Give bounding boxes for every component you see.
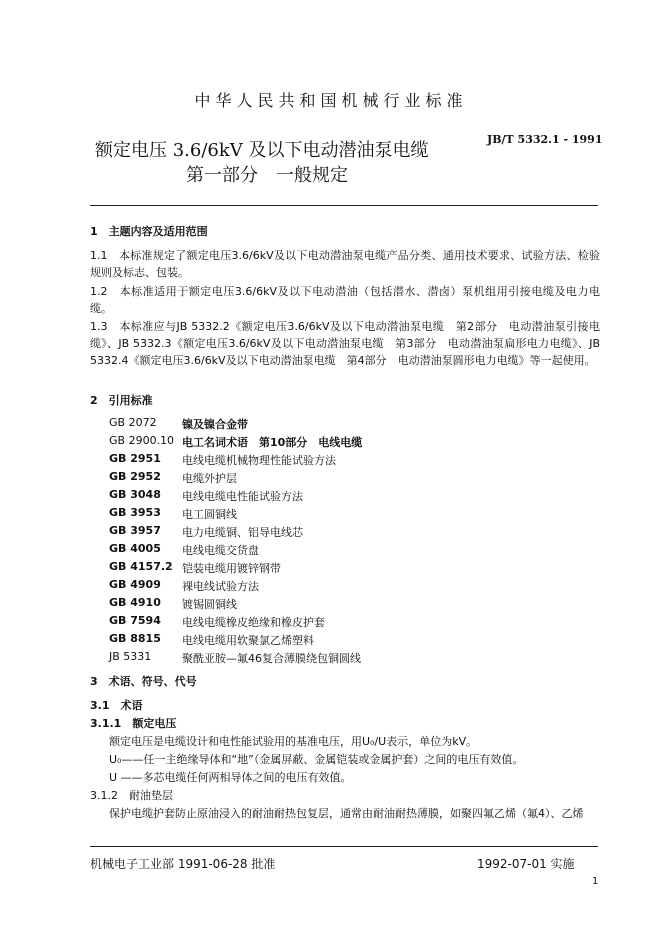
ref-title: 电线电缆电性能试验方法 [182,490,303,503]
definition-u: U ——多芯电缆任何两相导体之间的电压有效值。 [109,771,352,784]
ref-title: 聚酰亚胺—氟46复合薄膜绕包铜圆线 [182,652,361,665]
ref-code: GB 4910 [109,596,161,609]
ref-code: GB 4909 [109,578,161,591]
ref-code: GB 4005 [109,542,161,555]
ref-code: GB 3957 [109,524,161,537]
definition-oil-resistant-layer: 保护电缆护套防止原油浸入的耐油耐热包复层，通常由耐油耐热薄膜，如聚四氟乙烯（氟4）、乙烯 [109,807,584,820]
ref-title: 电工名词术语 第10部分 电线电缆 [182,436,363,449]
ref-title: 电线电缆用软聚氯乙烯塑料 [182,634,314,647]
ref-code: GB 4157.2 [109,560,173,573]
page-number: 1 [592,876,599,887]
ref-code: GB 2072 [109,416,157,429]
ref-title: 电缆外护层 [182,472,237,485]
section2-heading: 2 引用标准 [90,394,153,407]
standard-number: JB/T 5332.1 - 1991 [487,133,603,146]
document-title-line1: 额定电压 3.6/6kV 及以下电动潜油泵电缆 [95,140,429,161]
approval-date: 机械电子工业部 1991-06-28 批准 [90,857,276,871]
clause-1-3: 1.3 本标准应与JB 5332.2《额定电压3.6/6kV及以下电动潜油泵电缆 第2部分 电动潜油泵引接电缆》、JB 5332.3《额定电压3.6/6kV及以下电动潜油泵电缆 第3部分 电动潜油泵扁形电力电缆》、JB 5332.4《额定电压3.6/6kV及以下电动潜油泵电缆 第4部分 电动潜油泵圆形电力电缆》等一起使用。 [90,320,600,367]
ref-title: 电工圆铜线 [182,508,237,521]
ref-title: 镀锡圆铜线 [182,598,237,611]
ref-title: 电线电缆机械物理性能试验方法 [182,454,336,467]
effective-date: 1992-07-01 实施 [477,857,575,871]
ref-code: GB 2951 [109,452,161,465]
ref-code: GB 7594 [109,614,161,627]
footer-divider [90,846,598,847]
section1-heading: 1 主题内容及适用范围 [90,225,208,238]
issuing-body-header: 中华人民共和国机械行业标准 [194,91,468,110]
ref-code: GB 8815 [109,632,161,645]
header-divider [90,205,598,206]
ref-code: GB 3953 [109,506,161,519]
ref-title: 电线电缆交货盘 [182,544,259,557]
subsection-3-1-1: 3.1.1 额定电压 [90,717,177,730]
ref-code: GB 3048 [109,488,161,501]
definition-u0: U₀——任一主绝缘导体和“地”（金属屏蔽、金属铠装或金属护套）之间的电压有效值。 [109,753,524,766]
document-title-line2: 第一部分 一般规定 [186,165,348,186]
ref-title: 电力电缆铜、铝导电线芯 [182,526,303,539]
ref-title: 镍及镍合金带 [182,418,248,431]
definition-rated-voltage: 额定电压是电缆设计和电性能试验用的基准电压，用U₀/U表示，单位为kV。 [109,735,478,748]
ref-title: 裸电线试验方法 [182,580,259,593]
section3-heading: 3 术语、符号、代号 [90,675,197,688]
subsection-3-1: 3.1 术语 [90,699,143,712]
ref-code: GB 2900.10 [109,434,175,447]
clause-1-1: 1.1 本标准规定了额定电压3.6/6kV及以下电动潜油泵电缆产品分类、通用技术要求、试验方法、检验规则及标志、包装。 [90,249,600,279]
clause-1-2: 1.2 本标准适用于额定电压3.6/6kV及以下电动潜油（包括潜水、潜卤）泵机组用引接电缆及电力电缆。 [90,285,600,315]
ref-title: 电线电缆橡皮绝缘和橡皮护套 [182,616,325,629]
subsection-3-1-2: 3.1.2 耐油垫层 [90,789,173,802]
ref-code: GB 2952 [109,470,161,483]
ref-code: JB 5331 [109,650,152,663]
ref-title: 铠装电缆用镀锌钢带 [182,562,281,575]
